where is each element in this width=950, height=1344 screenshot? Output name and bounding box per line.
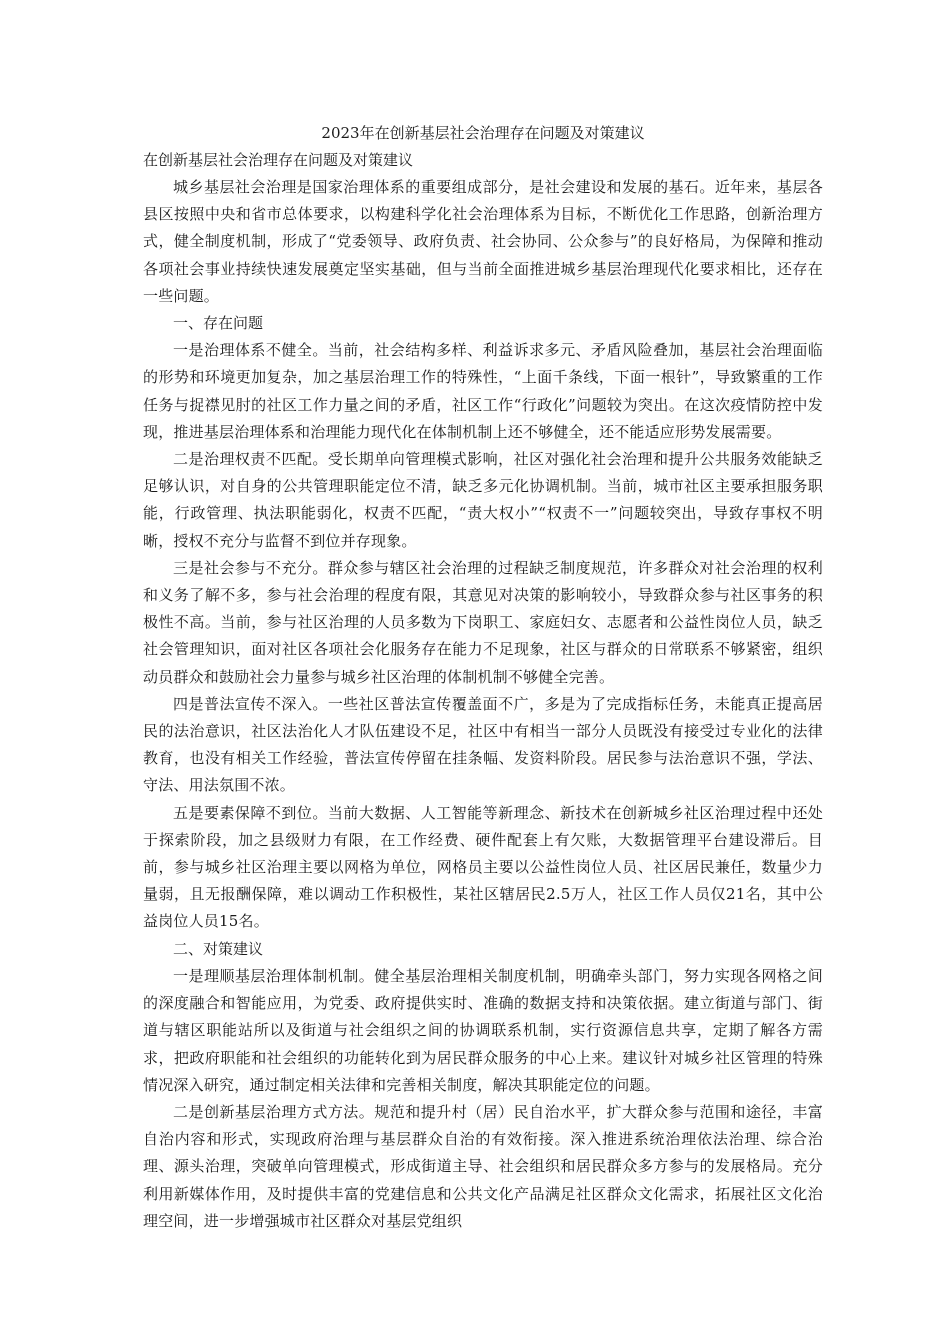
paragraph-problem-4: 四是普法宣传不深入。一些社区普法宣传覆盖面不广，多是为了完成指标任务，未能真正提高居民的法治意识，社区法治化人才队伍建设不足，社区中有相当一部分人员既没有接受过专业化的法律教育，也没有相关工作经验，普法宣传停留在挂条幅、发资料阶段。居民参与法治意识不强，学法、守法、用法氛围不浓。: [143, 694, 823, 795]
paragraph-suggestion-1: 一是理顺基层治理体制机制。健全基层治理相关制度机制，明确牵头部门，努力实现各网格之间的深度融合和智能应用，为党委、政府提供实时、准确的数据支持和决策依据。建立街道与部门、街道与辖区职能站所以及街道与社会组织之间的协调联系机制，实行资源信息共享，定期了解各方需求，把政府职能和社会组织的功能转化到为居民群众服务的中心上来。建议针对城乡社区管理的特殊情况深入研究，通过制定相关法律和完善相关制度，解决其职能定位的问题。: [143, 966, 823, 1094]
document-title: 2023年在创新基层社会治理存在问题及对策建议: [321, 124, 645, 142]
paragraph-suggestion-2: 二是创新基层治理方式方法。规范和提升村（居）民自治水平，扩大群众参与范围和途径，丰富自治内容和形式，实现政府治理与基层群众自治的有效衔接。深入推进系统治理依法治理、综合治理、源头治理，突破单向管理模式，形成街道主导、社会组织和居民群众多方参与的发展格局。充分利用新媒体作用，及时提供丰富的党建信息和公共文化产品满足社区群众文化需求，拓展社区文化治理空间，进一步增强城市社区群众对基层党组织: [143, 1102, 823, 1230]
paragraph-problem-1: 一是治理体系不健全。当前，社会结构多样、利益诉求多元、矛盾风险叠加，基层社会治理面临的形势和环境更加复杂，加之基层治理工作的特殊性，“上面千条线，下面一根针”，导致繁重的工作任务与捉襟见肘的社区工作力量之间的矛盾，社区工作“行政化”问题较为突出。在这次疫情防控中发现，推进基层治理体系和治理能力现代化在体制机制上还不够健全，还不能适应形势发展需要。: [143, 341, 823, 441]
document-page: [143, 120, 823, 1235]
paragraph-problem-3: 三是社会参与不充分。群众参与辖区社会治理的过程缺乏制度规范，许多群众对社会治理的权利和义务了解不多，参与社会治理的程度有限，其意见对决策的影响较小，导致群众参与社区事务的积极性不高。当前，参与社区治理的人员多数为下岗职工、家庭妇女、志愿者和公益性岗位人员，缺乏社会管理知识，面对社区各项社会化服务存在能力不足现象，社区与群众的日常联系不够紧密，组织动员群众和鼓励社会力量参与城乡社区治理的体制机制不够健全完善。: [143, 558, 823, 686]
section-heading-suggestions: 二、对策建议: [173, 939, 264, 958]
document-subtitle: 在创新基层社会治理存在问题及对策建议: [143, 151, 414, 169]
intro-paragraph: 城乡基层社会治理是国家治理体系的重要组成部分，是社会建设和发展的基石。近年来，基层各县区按照中央和省市总体要求，以构建科学化社会治理体系为目标，不断优化工作思路，创新治理方式，健全制度机制，形成了“党委领导、政府负责、社会协同、公众参与”的良好格局，为保障和推动各项社会事业持续快速发展奠定坚实基础，但与当前全面推进城乡基层治理现代化要求相比，还存在一些问题。: [143, 178, 823, 305]
section-heading-problems: 一、存在问题: [173, 314, 264, 333]
paragraph-problem-2: 二是治理权责不匹配。受长期单向管理模式影响，社区对强化社会治理和提升公共服务效能缺乏足够认识，对自身的公共管理职能定位不清，缺乏多元化协调机制。当前，城市社区主要承担服务职能，行政管理、执法职能弱化，权责不匹配，“责大权小”“权责不一”问题较突出，导致存事权不明晰，授权不充分与监督不到位并存现象。: [143, 450, 823, 550]
paragraph-problem-5: 五是要素保障不到位。当前大数据、人工智能等新理念、新技术在创新城乡社区治理过程中还处于探索阶段，加之县级财力有限，在工作经费、硬件配套上有欠账，大数据管理平台建设滞后。目前，参与城乡社区治理主要以网格为单位，网格员主要以公益性岗位人员、社区居民兼任，数量少力量弱，且无报酬保障，难以调动工作积极性，某社区辖居民2.5万人，社区工作人员仅21名，其中公益岗位人员15名。: [143, 803, 823, 931]
